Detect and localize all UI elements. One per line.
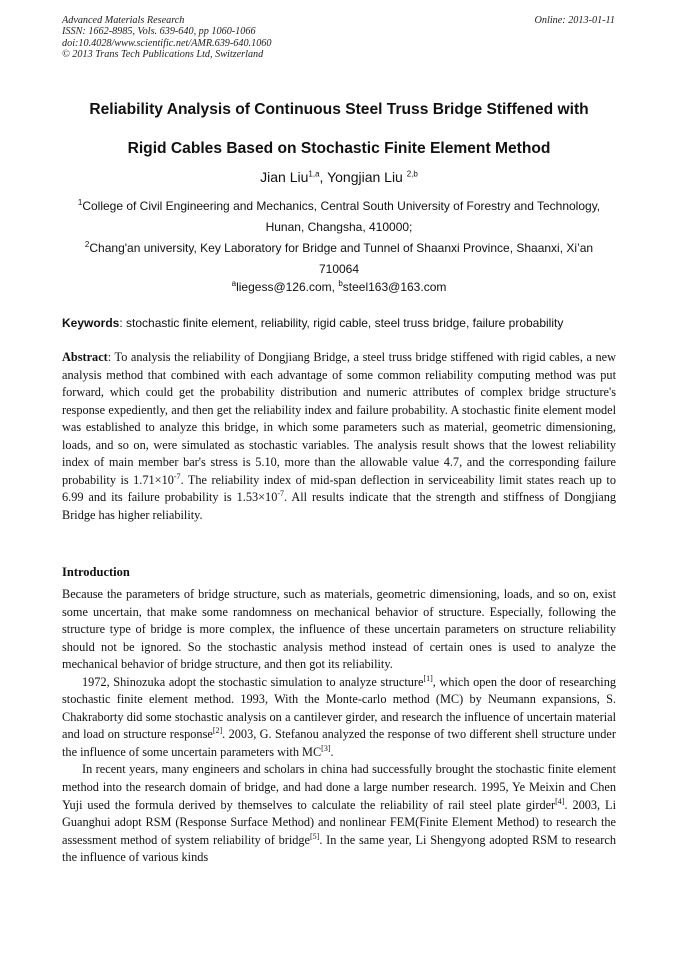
citation[interactable]: [4] <box>555 796 565 806</box>
affiliation-superscript: 1 <box>77 198 83 207</box>
title-line-1: Reliability Analysis of Continuous Steel Truss Bridge Stiffened with <box>89 101 589 118</box>
affiliation-1 <box>62 196 616 238</box>
citation[interactable]: [2] <box>212 726 223 736</box>
email-superscript: a <box>231 279 237 288</box>
introduction-body <box>62 586 616 867</box>
author-emails: $^a$liegess@126.com, $^b$steel163@163.com <box>231 279 447 294</box>
author-name: Jian Liu <box>260 169 309 185</box>
citation[interactable]: [1] <box>423 673 433 683</box>
author-list <box>0 168 678 186</box>
affiliation-text: Chang'an university, Key Laboratory for Bridge and Tunnel of Shaanxi Province, Shaanxi, Xi’an <box>89 241 594 255</box>
paragraph: 1972, Shinozuka adopt the stochastic simulation to analyze structure[1], which open the door of researching stochastic finite element method. 1993, With the Monte-carlo method (MC) by Neumann expansions, S. Chakraborty did some stochastic analysis on a cantilever girder, and research the influence of uncertain material and load on structure response[2]. 2003, G. Stefanou analyzed the response of two different shell structure under the influence of some uncertain parameters with MC[3]. <box>62 673 616 759</box>
publication-info <box>62 15 271 61</box>
online-date: Online: 2013-01-11 <box>534 15 615 26</box>
copyright-line: © 2013 Trans Tech Publications Ltd, Switzerland <box>62 49 264 61</box>
section-heading-introduction: Introduction <box>62 565 130 579</box>
title-line-2: Rigid Cables Based on Stochastic Finite Element Method <box>127 140 551 157</box>
email-superscript: b <box>338 279 343 288</box>
affiliation-text: College of Civil Engineering and Mechanics, Central South University of Forestry and Technology, <box>82 199 601 213</box>
paragraph: Because the parameters of bridge structure, such as materials, geometric dimensioning, loads, and so on, exist some uncertain, that make some randomness on mechanical behavior of structure. Especially, following the structure type of bridge is more complex, the influence of these uncertain parameters on structure reliability should not be ignored. So the stochastic analysis method instead of certain ones is used to analyze the mechanical behavior of bridge structure, and then got its reliability. <box>62 587 616 672</box>
author-superscript: 2,b <box>406 169 418 179</box>
affiliation-2 <box>62 238 616 280</box>
abstract: Abstract: To analysis the reliability of Dongjiang Bridge, a steel truss bridge stiffened with rigid cables, a new analysis method that combined with each advantage of some common reliability computing method was put forward, which could get the probability distribution and numeric attributes of complex bridge structure's response expediently, and then get the reliability index and failure probability. A stochastic finite element model was established to analyze this bridge, in which some parameters such as material, geometric dimensioning, loads, and so on, were simulated as stochastic variables. The analysis result shows that the lowest reliability index of main member bar's stress is 5.10, more than the allowable value 4.7, and the corresponding failure probability is $1.71\times 10^{-7}$. The reliability index of mid-span deflection in serviceability limit states reach up to 6.99 and its failure probability is $1.53\times 10^{-7}$. All results indicate that the strength and stiffness of Dongjiang Bridge has higher reliability. <box>62 350 616 522</box>
email-link[interactable]: liegess@126.com <box>236 280 332 294</box>
affiliation-text: Hunan, Changsha, 410000; <box>265 220 413 235</box>
abstract-label: Abstract <box>62 350 108 364</box>
paper-title <box>40 90 638 168</box>
journal-name: Advanced Materials Research <box>62 15 185 26</box>
doi-line: doi:10.4028/www.scientific.net/AMR.639-640.1060 <box>62 37 272 49</box>
author-name: Yongjian Liu <box>327 169 403 185</box>
email-link[interactable]: steel163@163.com <box>342 280 447 294</box>
citation[interactable]: [5] <box>310 831 320 841</box>
keywords <box>62 315 618 331</box>
keywords-text: : stochastic finite element, reliability, rigid cable, steel truss bridge, failure probability <box>119 316 564 330</box>
affiliation-superscript: 2 <box>84 240 90 249</box>
author-superscript: 1,a <box>308 169 320 179</box>
paragraph: In recent years, many engineers and scholars in china had successfully brought the stochastic finite element method into the research domain of bridge, and had done a large number research. 1995, Ye Meixin and Chen Yuji used the formula derived by themselves to calculate the reliability of rail steel plate girder[4]. 2003, Li Guanghui adopt RSM (Response Surface Method) and nonlinear FEM(Finite Element Method) to research the assessment method of system reliability of bridge[5]. In the same year, Li Shengyong adopted RSM to research the influence of various kinds <box>62 762 617 865</box>
issn-line: ISSN: 1662-8985, Vols. 639-640, pp 1060-1066 <box>62 26 256 38</box>
author-separator: , <box>319 169 328 185</box>
citation[interactable]: [3] <box>321 743 331 753</box>
keywords-label: Keywords <box>62 316 120 330</box>
affiliation-text: 710064 <box>318 262 360 277</box>
